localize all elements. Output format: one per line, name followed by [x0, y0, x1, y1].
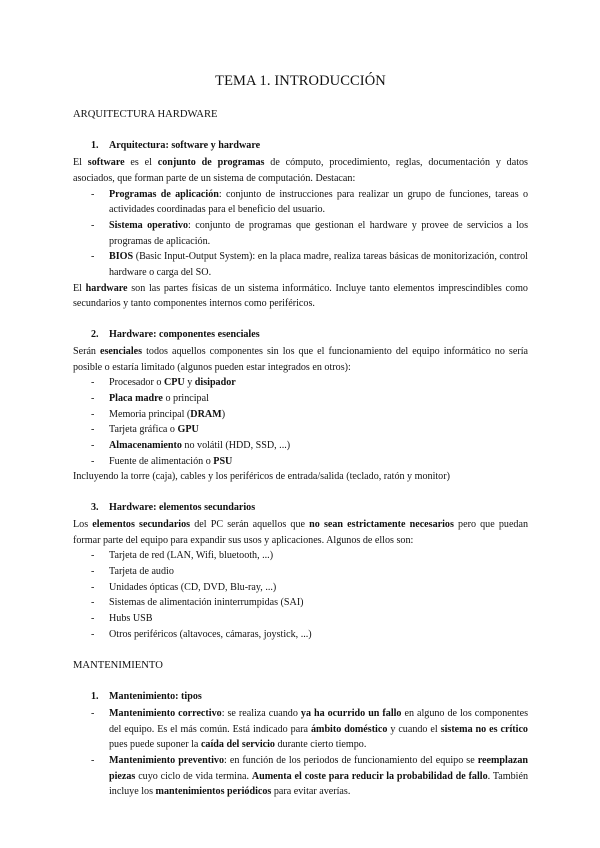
list-item: - Tarjeta de audio — [73, 564, 528, 580]
list-item: - Unidades ópticas (CD, DVD, Blu-ray, ...) — [73, 580, 528, 596]
heading-number: 1. — [91, 140, 99, 152]
list-item: - Tarjeta gráfica o GPU — [73, 422, 528, 438]
paragraph-secundarios: Los elementos secundarios del PC serán aquellos que no sean estrictamente necesarios pero que puedan formar parte del equipo para expandir sus usos y aplicaciones. Algunos de ellos son: — [73, 518, 529, 546]
list-item: - Memoria principal (DRAM) — [73, 407, 528, 423]
paragraph-software: El software es el conjunto de programas de cómputo, procedimiento, reglas, documentación y datos asociados, que forman parte de un sistema de computación. Destacan: — [73, 157, 528, 184]
heading-mantenimiento-tipos — [91, 689, 528, 705]
heading-number: 3. — [91, 502, 99, 514]
list-item: - Fuente de alimentación o PSU — [73, 454, 528, 470]
list-item: - BIOS (Basic Input-Output System): en la placa madre, realiza tareas básicas de monitorización, control hardware o carga del SO. — [73, 249, 528, 280]
list-item: - Placa madre o principal — [73, 391, 528, 407]
list-item: - Hubs USB — [73, 611, 528, 627]
software-list — [73, 187, 528, 281]
list-item: - Programas de aplicación: conjunto de instrucciones para realizar un grupo de funciones, tareas o actividades coordinadas para el beneficio del usuario. — [73, 187, 528, 218]
heading-number: 1. — [91, 691, 99, 703]
heading-arquitectura — [91, 138, 528, 154]
document-page — [73, 70, 528, 800]
secondary-list — [73, 548, 528, 642]
heading-number: 2. — [91, 329, 99, 341]
list-item: - Sistemas de alimentación ininterrumpidas (SAI) — [73, 595, 528, 611]
heading-text: Hardware: elementos secundarios — [109, 502, 256, 514]
list-item: - Procesador o CPU y disipador — [73, 375, 528, 391]
essential-list — [73, 375, 528, 469]
heading-elementos-secundarios — [91, 500, 528, 516]
list-item: - Sistema operativo: conjunto de programas que gestionan el hardware y provee de servicios a los programas de aplicación. — [73, 218, 528, 249]
paragraph-torre: Incluyendo la torre (caja), cables y los periféricos de entrada/salida (teclado, ratón y monitor) — [73, 471, 450, 483]
list-item: - Mantenimiento correctivo: se realiza cuando ya ha ocurrido un fallo en alguno de los componentes del equipo. Es el más común. Está indicado para ámbito doméstico y cuando el sistema no es crítico pues puede suponer la caída del servicio durante cierto tiempo. — [73, 706, 528, 753]
list-item: - Mantenimiento preventivo: en función de los periodos de funcionamiento del equipo se reemplazan piezas cuyo ciclo de vida termina. Aumenta el coste para reducir la probabilidad de fallo. También incluye los mantenimientos periódicos para evitar averías. — [73, 753, 528, 800]
list-item: - Otros periféricos (altavoces, cámaras, joystick, ...) — [73, 627, 528, 643]
heading-text: Hardware: componentes esenciales — [109, 329, 260, 341]
paragraph-esenciales: Serán esenciales todos aquellos componentes sin los que el funcionamiento del equipo informático no sería posible o estaría limitado (algunos pueden estar integrados en otros): — [73, 345, 528, 373]
section-heading-arquitectura: ARQUITECTURA HARDWARE — [73, 108, 218, 120]
heading-text: Mantenimiento: tipos — [109, 691, 202, 703]
maintenance-list — [73, 706, 528, 800]
list-item: - Tarjeta de red (LAN, Wifi, bluetooth, ...) — [73, 548, 528, 564]
section-heading-mantenimiento: MANTENIMIENTO — [73, 659, 163, 671]
heading-componentes-esenciales — [91, 327, 528, 343]
heading-text: Arquitectura: software y hardware — [109, 140, 261, 152]
paragraph-hardware: El hardware son las partes físicas de un sistema informático. Incluye tanto elementos imprescindibles como secundarios y tanto componentes internos como periféricos. — [73, 282, 528, 310]
page-title: TEMA 1. INTRODUCCIÓN — [215, 73, 386, 89]
list-item: - Almacenamiento no volátil (HDD, SSD, ...) — [73, 438, 528, 454]
